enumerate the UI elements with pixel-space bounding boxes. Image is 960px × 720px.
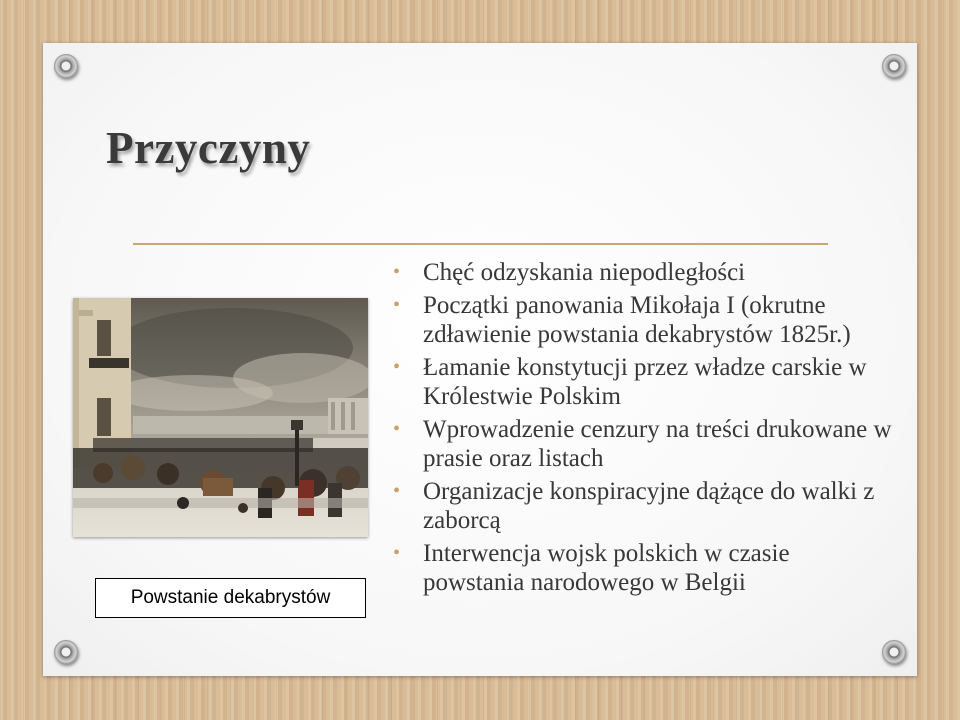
bullet-text: Łamanie konstytucji przez władze carskie w Królestwie Polskim bbox=[423, 353, 867, 410]
decembrist-revolt-painting bbox=[73, 298, 368, 537]
list-item bbox=[393, 539, 893, 598]
bullet-text: Chęć odzyskania niepodległości bbox=[423, 259, 746, 286]
slide-title: Przyczyny bbox=[106, 123, 311, 173]
bullet-icon: • bbox=[393, 479, 401, 502]
bullet-list bbox=[393, 258, 893, 601]
list-item bbox=[393, 291, 893, 350]
bullet-icon: • bbox=[393, 417, 401, 440]
title-divider bbox=[133, 243, 828, 245]
bullet-icon: • bbox=[393, 261, 401, 283]
pushpin-icon bbox=[54, 54, 78, 78]
bullet-icon: • bbox=[393, 541, 401, 564]
bullet-text: Interwencja wojsk polskich w czasie powstania narodowego w Belgii bbox=[423, 539, 790, 596]
list-item bbox=[393, 353, 893, 412]
list-item bbox=[393, 477, 893, 536]
bullet-icon: • bbox=[393, 355, 401, 378]
pushpin-icon bbox=[882, 54, 906, 78]
bullet-text: Organizacje konspiracyjne dążące do walki z zaborcą bbox=[423, 477, 875, 534]
bullet-text: Wprowadzenie cenzury na treści drukowane w prasie oraz listach bbox=[423, 415, 892, 472]
pushpin-icon bbox=[882, 640, 906, 664]
bullet-icon: • bbox=[393, 293, 401, 316]
pushpin-icon bbox=[54, 640, 78, 664]
image-caption: Powstanie dekabrystów bbox=[95, 578, 366, 618]
list-item bbox=[393, 258, 893, 288]
list-item bbox=[393, 415, 893, 474]
bullet-text: Początki panowania Mikołaja I (okrutne zdławienie powstania dekabrystów 1825r.) bbox=[423, 291, 851, 348]
